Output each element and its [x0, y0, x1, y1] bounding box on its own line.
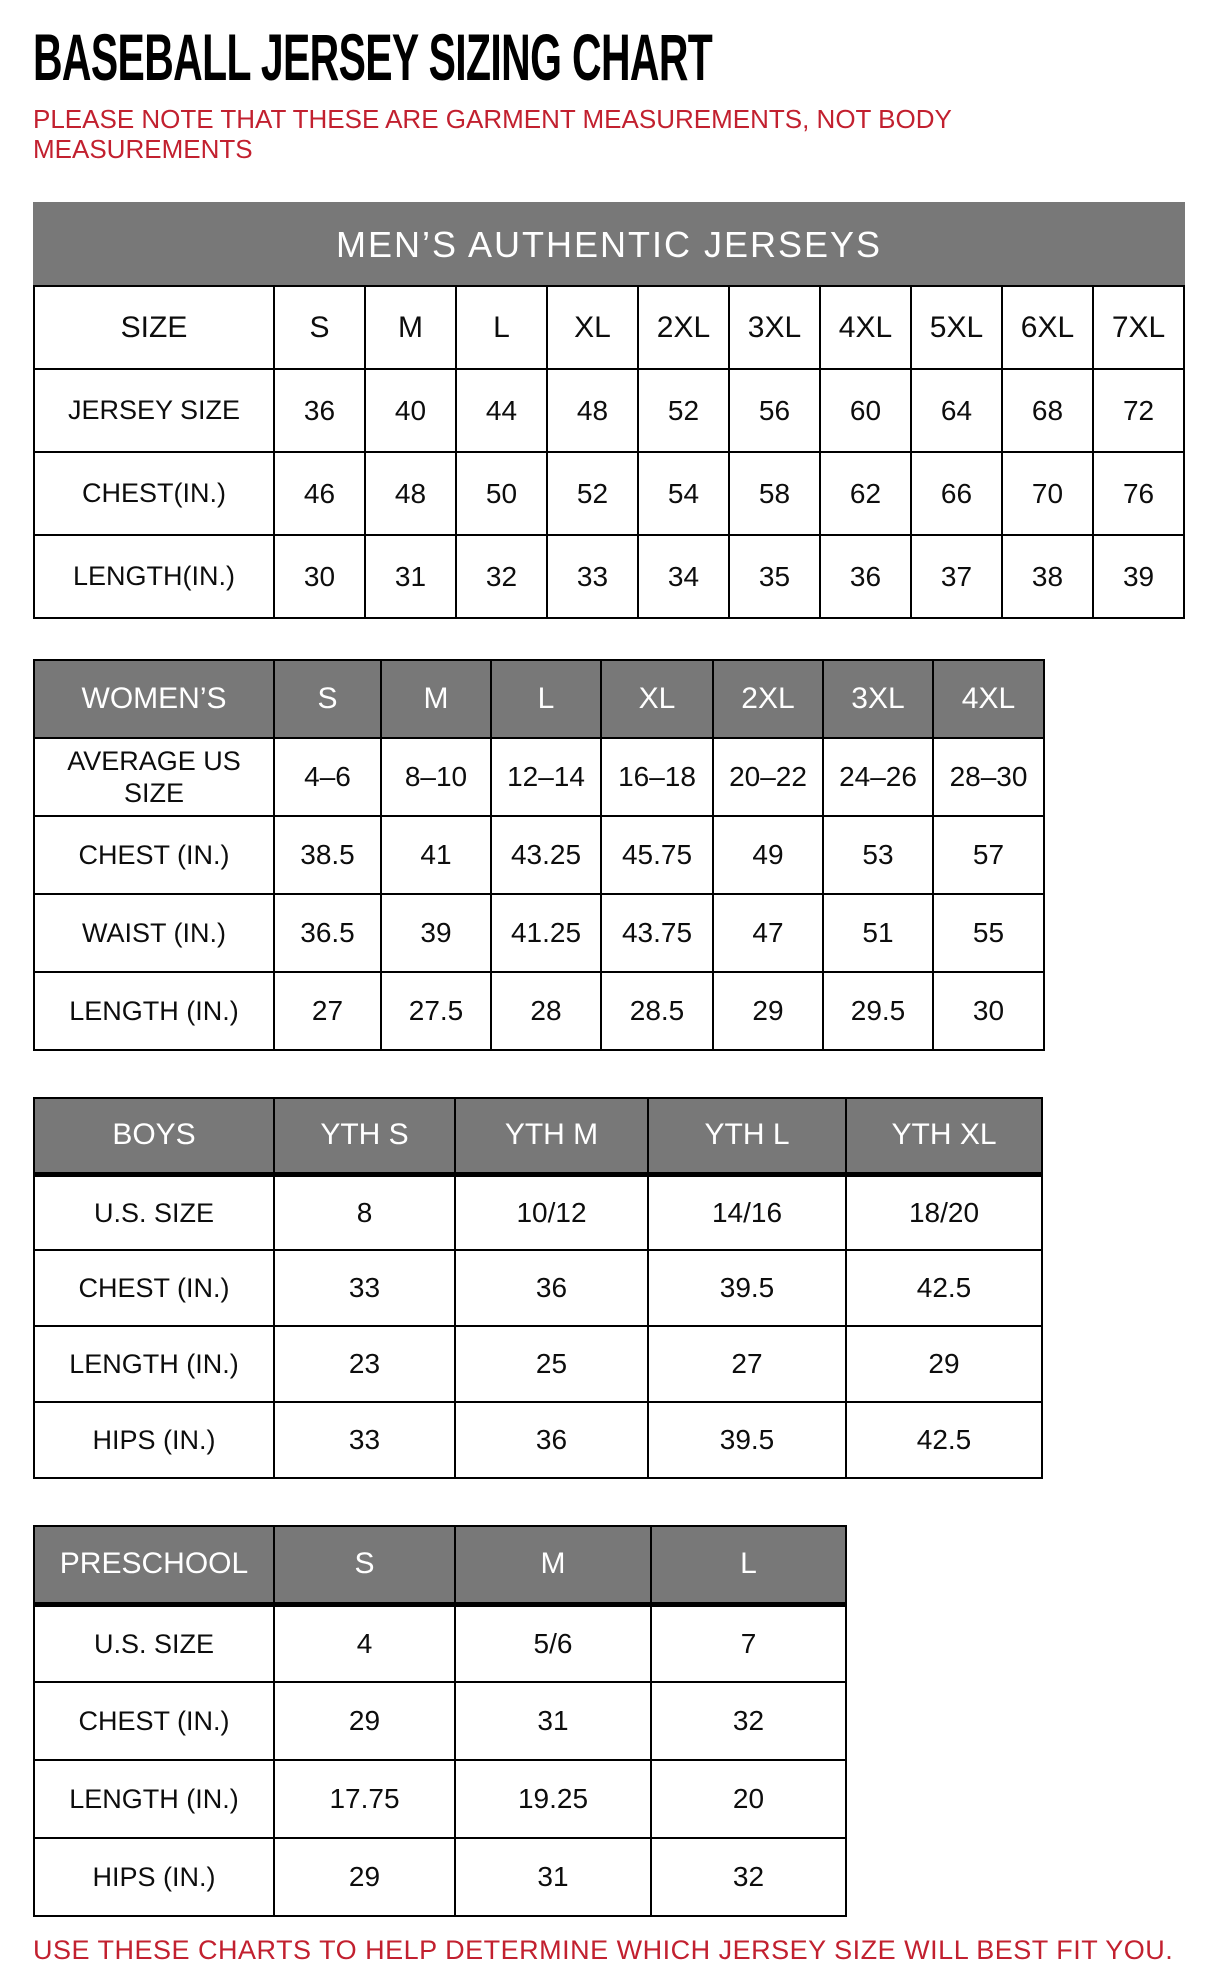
size-value-cell: 14/16 [648, 1174, 846, 1250]
size-value-cell: 17.75 [274, 1760, 455, 1838]
size-value-cell: 41.25 [491, 894, 601, 972]
header-row [34, 286, 1184, 369]
column-header: XL [601, 660, 713, 738]
header-row [34, 660, 1044, 738]
column-header: M [455, 1526, 651, 1604]
size-value-cell: 36 [455, 1250, 648, 1326]
size-value-cell: 39 [1093, 535, 1184, 618]
column-header: M [381, 660, 491, 738]
size-value-cell: 12–14 [491, 738, 601, 816]
row-label: CHEST (IN.) [34, 1682, 274, 1760]
size-value-cell: 27 [648, 1326, 846, 1402]
column-header: L [651, 1526, 846, 1604]
note-garment-measurements: PLEASE NOTE THAT THESE ARE GARMENT MEASUREMENTS, NOT BODY MEASUREMENTS [33, 104, 952, 164]
size-value-cell: 29 [274, 1838, 455, 1916]
size-value-cell: 68 [1002, 369, 1093, 452]
size-value-cell: 4 [274, 1604, 455, 1682]
table-row [34, 535, 1184, 618]
row-label: LENGTH(IN.) [34, 535, 274, 618]
size-value-cell: 57 [933, 816, 1044, 894]
table-corner-label: WOMEN’S [34, 660, 274, 738]
column-header: YTH M [455, 1098, 648, 1174]
size-value-cell: 27.5 [381, 972, 491, 1050]
table-row [34, 816, 1044, 894]
page-title: BASEBALL JERSEY SIZING CHART [33, 20, 713, 94]
size-value-cell: 25 [455, 1326, 648, 1402]
column-header: 7XL [1093, 286, 1184, 369]
size-value-cell: 8–10 [381, 738, 491, 816]
size-value-cell: 43.25 [491, 816, 601, 894]
table-row [34, 452, 1184, 535]
column-header: YTH XL [846, 1098, 1042, 1174]
row-label: HIPS (IN.) [34, 1838, 274, 1916]
row-label: LENGTH (IN.) [34, 1326, 274, 1402]
size-value-cell: 32 [651, 1838, 846, 1916]
size-value-cell: 55 [933, 894, 1044, 972]
size-value-cell: 29 [274, 1682, 455, 1760]
row-label: CHEST (IN.) [34, 816, 274, 894]
size-value-cell: 20 [651, 1760, 846, 1838]
size-value-cell: 36.5 [274, 894, 381, 972]
row-label: AVERAGE US SIZE [34, 738, 274, 816]
size-value-cell: 39 [381, 894, 491, 972]
size-value-cell: 42.5 [846, 1402, 1042, 1478]
column-header: M [365, 286, 456, 369]
table-row [34, 1402, 1042, 1478]
size-value-cell: 41 [381, 816, 491, 894]
column-header: S [274, 660, 381, 738]
size-value-cell: 53 [823, 816, 933, 894]
size-value-cell: 40 [365, 369, 456, 452]
size-value-cell: 42.5 [846, 1250, 1042, 1326]
table-corner-label: PRESCHOOL [34, 1526, 274, 1604]
table-row [34, 1326, 1042, 1402]
size-value-cell: 31 [455, 1682, 651, 1760]
size-value-cell: 24–26 [823, 738, 933, 816]
size-value-cell: 51 [823, 894, 933, 972]
size-value-cell: 39.5 [648, 1402, 846, 1478]
womens-sizing-table [33, 659, 1190, 1051]
preschool-sizing-table [33, 1525, 1190, 1917]
size-value-cell: 32 [456, 535, 547, 618]
size-value-cell: 60 [820, 369, 911, 452]
row-label: CHEST (IN.) [34, 1250, 274, 1326]
size-value-cell: 66 [911, 452, 1002, 535]
size-value-cell: 38 [1002, 535, 1093, 618]
column-header: 4XL [933, 660, 1044, 738]
size-value-cell: 37 [911, 535, 1002, 618]
size-value-cell: 30 [274, 535, 365, 618]
row-label: WAIST (IN.) [34, 894, 274, 972]
table-row [34, 369, 1184, 452]
table-row [34, 738, 1044, 816]
size-value-cell: 20–22 [713, 738, 823, 816]
size-value-cell: 34 [638, 535, 729, 618]
row-label: HIPS (IN.) [34, 1402, 274, 1478]
size-value-cell: 76 [1093, 452, 1184, 535]
size-value-cell: 47 [713, 894, 823, 972]
size-value-cell: 48 [365, 452, 456, 535]
column-header: YTH S [274, 1098, 455, 1174]
column-header: 5XL [911, 286, 1002, 369]
size-value-cell: 28 [491, 972, 601, 1050]
size-value-cell: 36 [274, 369, 365, 452]
row-label: U.S. SIZE [34, 1604, 274, 1682]
table-row [34, 972, 1044, 1050]
size-value-cell: 36 [820, 535, 911, 618]
size-value-cell: 33 [274, 1402, 455, 1478]
table-row [34, 1682, 846, 1760]
header-row [34, 1526, 846, 1604]
size-value-cell: 38.5 [274, 816, 381, 894]
table-corner-label: SIZE [34, 286, 274, 369]
size-value-cell: 10/12 [455, 1174, 648, 1250]
size-value-cell: 23 [274, 1326, 455, 1402]
header-row [34, 1098, 1042, 1174]
size-value-cell: 50 [456, 452, 547, 535]
size-value-cell: 31 [365, 535, 456, 618]
column-header: XL [547, 286, 638, 369]
size-value-cell: 29 [846, 1326, 1042, 1402]
table-title: MEN’S AUTHENTIC JERSEYS [34, 203, 1184, 286]
size-value-cell: 29 [713, 972, 823, 1050]
column-header: L [491, 660, 601, 738]
table-corner-label: BOYS [34, 1098, 274, 1174]
column-header: 2XL [638, 286, 729, 369]
size-value-cell: 8 [274, 1174, 455, 1250]
size-value-cell: 46 [274, 452, 365, 535]
column-header: 6XL [1002, 286, 1093, 369]
table-row [34, 894, 1044, 972]
size-value-cell: 28.5 [601, 972, 713, 1050]
mens-sizing-table [33, 202, 1190, 619]
size-value-cell: 28–30 [933, 738, 1044, 816]
column-header: L [456, 286, 547, 369]
size-value-cell: 33 [274, 1250, 455, 1326]
size-value-cell: 33 [547, 535, 638, 618]
size-value-cell: 44 [456, 369, 547, 452]
note-fit-guidance: USE THESE CHARTS TO HELP DETERMINE WHICH JERSEY SIZE WILL BEST FIT YOU. [33, 1935, 1174, 1965]
column-header: 3XL [823, 660, 933, 738]
size-value-cell: 35 [729, 535, 820, 618]
size-value-cell: 31 [455, 1838, 651, 1916]
size-value-cell: 48 [547, 369, 638, 452]
size-value-cell: 39.5 [648, 1250, 846, 1326]
size-value-cell: 4–6 [274, 738, 381, 816]
column-header: YTH L [648, 1098, 846, 1174]
size-value-cell: 5/6 [455, 1604, 651, 1682]
size-value-cell: 32 [651, 1682, 846, 1760]
size-value-cell: 18/20 [846, 1174, 1042, 1250]
size-value-cell: 52 [547, 452, 638, 535]
size-value-cell: 64 [911, 369, 1002, 452]
column-header: 4XL [820, 286, 911, 369]
size-value-cell: 43.75 [601, 894, 713, 972]
table-row [34, 1250, 1042, 1326]
size-value-cell: 49 [713, 816, 823, 894]
size-value-cell: 70 [1002, 452, 1093, 535]
column-header: S [274, 286, 365, 369]
size-value-cell: 27 [274, 972, 381, 1050]
row-label: CHEST(IN.) [34, 452, 274, 535]
size-value-cell: 62 [820, 452, 911, 535]
size-value-cell: 16–18 [601, 738, 713, 816]
table-row [34, 1760, 846, 1838]
table-row [34, 1838, 846, 1916]
table-row [34, 1604, 846, 1682]
size-value-cell: 7 [651, 1604, 846, 1682]
table-row [34, 1174, 1042, 1250]
size-value-cell: 36 [455, 1402, 648, 1478]
size-value-cell: 52 [638, 369, 729, 452]
column-header: 2XL [713, 660, 823, 738]
size-value-cell: 45.75 [601, 816, 713, 894]
column-header: 3XL [729, 286, 820, 369]
boys-sizing-table [33, 1097, 1190, 1479]
table-title-band [34, 203, 1184, 286]
row-label: JERSEY SIZE [34, 369, 274, 452]
size-value-cell: 58 [729, 452, 820, 535]
size-value-cell: 30 [933, 972, 1044, 1050]
row-label: LENGTH (IN.) [34, 1760, 274, 1838]
size-value-cell: 29.5 [823, 972, 933, 1050]
column-header: S [274, 1526, 455, 1604]
size-value-cell: 19.25 [455, 1760, 651, 1838]
size-value-cell: 72 [1093, 369, 1184, 452]
row-label: LENGTH (IN.) [34, 972, 274, 1050]
row-label: U.S. SIZE [34, 1174, 274, 1250]
size-value-cell: 54 [638, 452, 729, 535]
size-value-cell: 56 [729, 369, 820, 452]
